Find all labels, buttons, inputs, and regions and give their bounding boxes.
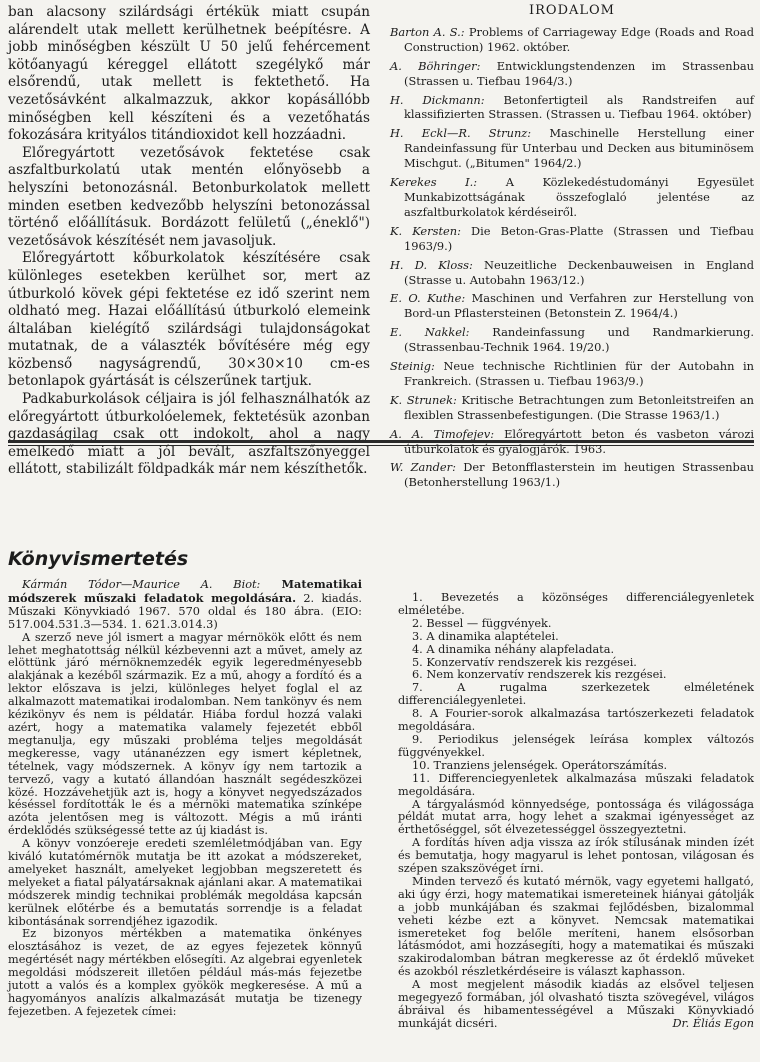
review-left-column [8, 578, 362, 1019]
review-paragraph: Ez bizonyos mértékben a matematika önkényes elosztásához is vezet, de az egyes fejezetek könnyű megértését nagy mértékben elősegíti. Az algebrai egyenletek megoldási módszereit illetően például más-más fejezetbe jutott a valós és a komplex gyökök megkeresése. A mű a hagyományos analízis alkalmazását mutatja be tizenegy fejezetben. A fejezetek címei: [8, 927, 362, 1018]
references-heading: IRODALOM [529, 3, 615, 18]
reviewer-signature: Dr. Éliás Egon [672, 1016, 754, 1030]
reference-text: Randeinfassung und Randmarkierung. (Strassenbau-Technik 1964. 19/20.) [404, 325, 755, 355]
review-paragraph: Minden tervező és kutató mérnök, vagy egyetemi hallgató, aki úgy érzi, hogy matematikai ismereteinek hiányai gátolják a jobb munkájában és szakmai fejlődésben, bizalommal veheti kézbe ezt a könyvet. Nemcsak matematikai ismereteket fog belőle meríteni, hanem elsősorban látásmódot, ami hozzásegíti, hogy a matematikai és műszaki szakirodalomban bátran megkeresse az őt érdeklő műveket és azokból részletkérdéseire is választ kaphasson. [398, 874, 754, 979]
reference-author: H. Dickmann: [390, 92, 485, 107]
review-paragraph [398, 979, 754, 1031]
reference-author: K. Kersten: [390, 223, 461, 238]
chapter-item: 4. A dinamika néhány alapfeladata. [412, 642, 615, 656]
reference-author: H. D. Kloss: [390, 257, 473, 272]
reference-item [390, 325, 754, 355]
reference-author: A. A. Timofejev: [390, 426, 495, 441]
book-title: Matematikai módszerek műszaki feladatok megoldására. [8, 577, 362, 605]
chapter-item: 8. A Fourier-sorok alkalmazása tartószerkezeti feladatok megoldására. [398, 707, 754, 734]
reference-text: Die Beton-Gras-Platte (Strassen und Tiefbau 1963/9.) [404, 223, 754, 253]
reference-author: Kerekes I.: [390, 175, 478, 190]
reference-author: E. Nakkel: [390, 325, 470, 340]
reference-text: Betonfertigteil als Randstreifen auf klassifizierten Strassen. (Strassen u. Tiefbau 1964. október) [404, 92, 754, 122]
reference-author: A. Böhringer: [390, 58, 481, 73]
reference-author: K. Strunek: [390, 392, 457, 407]
reference-item [390, 460, 754, 490]
review-right-column [398, 592, 754, 1031]
reference-text: Problems of Carriageway Edge (Roads and Road Construction) 1962. október. [404, 24, 754, 54]
reference-item [390, 25, 754, 55]
chapter-item: 2. Bessel — függvények. [412, 616, 552, 630]
references-column [390, 4, 754, 494]
chapter-item: 11. Differenciegyenletek alkalmazása műszaki feladatok megoldására. [398, 771, 754, 798]
reference-item [390, 126, 754, 171]
book-imprint: 2. kiadás. Műszaki Könyvkiadó 1967. 570 oldal és 180 ábra. (EIO: 517.004.531.3—534. 1. 621.3.014.3) [8, 591, 362, 631]
reference-text: Előregyártott beton és vasbeton vározi útburkolatok és gyalogjárók. 1963. [404, 426, 754, 456]
reference-item [390, 258, 754, 288]
reference-text: Der Betonfflasterstein im heutigen Strassenbau (Betonherstellung 1963/1.) [404, 460, 754, 490]
reference-item [390, 393, 754, 423]
chapter-item: 5. Konzervatív rendszerek kis rezgései. [412, 655, 637, 669]
chapter-item: 7. A rugalma szerkezetek elméletének differenciálegyenletei. [398, 681, 754, 708]
book-authors: Kármán Tódor—Maurice A. Biot: [22, 578, 261, 591]
reference-text: Maschinen und Verfahren zur Herstellung von Bord-un Pflastersteinen (Betonstein Z. 1964/4.) [404, 291, 754, 321]
top-left-column [8, 4, 370, 479]
section-divider [8, 440, 754, 443]
body-paragraph: Előregyártott vezetősávok fektetése csak aszfaltburkolatú utak mentén előnyösebb a helyszíni betonozásnál. Betonburkolatok mellett minden esetben kedvezőbb helyszíni betonozással történő előállításuk. Bordázott felületű („éneklő") vezetősávok készítését nem javasoljuk. [8, 144, 370, 249]
chapter-item: 9. Periodikus jelenségek leírása komplex változós függvényekkel. [398, 732, 754, 759]
reference-item [390, 291, 754, 321]
reference-author: W. Zander: [390, 460, 456, 475]
chapter-item: 10. Tranziens jelenségek. Operátorszámítás. [412, 758, 668, 772]
review-paragraph: A szerző neve jól ismert a magyar mérnökök előtt és nem lehet meghatottság nélkül kézbevenni azt a művet, amely az elöttünk járó mérnöknemzedék egyik legeredményesebb alakjának a kezéből származik. Ez a mű, ahogy a fordító és a lektor előszava is jelzi, különleges helyet foglal el az alkalmazott matematikai irodalomban. Nem tankönyv és nem kézikönyv és nem is példatár. Hiába fordul hozzá valaki azért, hogy a matematika valamely fejezetét ebből megtanulja, egy műszaki probléma teljes megoldását megkeresse, vagy utánanézzen egy ismert képletnek, tételnek, vagy módszernek. A könyv így nem tartozik a tervező, vagy a kutató állandóan használt segédeszközei közé. Hozzávehetjük azt is, hogy a könyvet negyedszázados késéssel fordították le és a mérnöki matematika színképe azóta jelentősen meg is változott. Mégis a mű iránti érdeklődés szükségessé tette az új kiadást is. [8, 630, 362, 838]
reference-text: A Közlekedéstudományi Egyesület Munkabizottságának összefoglaló jelentése az aszfaltburkolatok kérdéseiről. [404, 175, 754, 219]
book-citation [8, 578, 362, 632]
reference-text: Neue technische Richtlinien für der Autobahn in Frankreich. (Strassen u. Tiefbau 1963/9.) [404, 359, 754, 388]
reference-text: Entwicklungstendenzen im Strassenbau (Strassen u. Tiefbau 1964/3.) [404, 58, 754, 88]
chapter-item: 1. Bevezetés a közönséges differenciálegyenletek elméletébe. [398, 591, 754, 617]
review-paragraph: A fordítás híven adja vissza az írók stílusának minden ízét és bemutatja, hogy magyarul is lehet pontosan, világosan és szépen szakszövéget írni. [398, 836, 754, 876]
body-paragraph: Előregyártott kőburkolatok készítésére csak különleges esetekben kerülhet sor, mert az útburkoló kövek gépi fektetése ez idő szerint nem oldható meg. Hazai előállítású útburkoló elemeink általában kielégítő szilárdsági tulajdonságokat mutatnak, de a választék bővítésére még egy közbenső nagyságrendű, 30×30×10 cm-es betonlapok gyártását is célszerűnek tartjuk. [8, 250, 370, 390]
chapter-item: 3. A dinamika alaptételei. [412, 629, 559, 643]
reference-author: H. Eckl—R. Strunz: [390, 126, 532, 141]
chapter-list [398, 592, 754, 799]
reference-text: Neuzeitliche Deckenbauweisen in England (Strasse u. Autobahn 1963/12.) [404, 257, 754, 287]
reference-item [390, 359, 754, 389]
review-paragraph: A tárgyalásmód könnyedsége, pontossága és világossága példát mutat arra, hogy lehet a szakmai igényességet az érthetőséggel, sőt élvezetességgel összegyeztetni. [398, 797, 754, 837]
body-paragraph: Padkaburkolások céljaira is jól felhasználhatók az előregyártott útburkolóelemek, fektetésük azonban gazdaságilag csak ott indokolt, ahol a nagy emelkedő miatt a jól bevált, aszfaltszőnyeggel ellátott, stabilizált földpadkák már nem készíthetők. [8, 391, 370, 478]
reference-author: Barton A. S.: [390, 24, 465, 39]
review-paragraph-text: A most megjelent második kiadás az elsővel teljesen megegyező formában, jól olvasható tiszta szövegével, világos ábráival és hibamentességével a Műszaki Könyvkiadó munkáját dicséri. [398, 978, 754, 1030]
review-paragraph: A könyv vonzóereje eredeti szemléletmódjában van. Egy kiváló kutatómérnök mutatja be itt azokat a módszereket, amelyeket használt, amelyeket legjobban megszeretett és melyeket a fiatal pályatársaknak ajánlani akar. A matematikai módszerek mindig technikai problémák megoldása kapcsán kerülnek előtérbe és a bemutatás sorrendje is a feladat kibontásának sorrendjéhez igazodik. [8, 837, 362, 928]
reference-author: E. O. Kuthe: [390, 291, 466, 306]
reference-text: Kritische Betrachtungen zum Betonleitstreifen an flexiblen Strassenbefestigungen. (Die Strasse 1963/1.) [404, 392, 754, 422]
reference-item [390, 93, 754, 123]
section-title: Könyvismertetés [8, 548, 189, 570]
reference-item [390, 59, 754, 89]
reference-text: Maschinelle Herstellung einer Randeinfassung für Unterbau und Decken aus bituminösem Mischgut. („Bitumen" 1964/2.) [404, 126, 754, 171]
reference-author: Steinig: [390, 359, 435, 374]
body-paragraph: ban alacsony szilárdsági értékük miatt csupán alárendelt utak mellett kerülhetnek beépítésre. A jobb minőségben készült U 50 jelű fehércement kötőanyagú kéreggel ellátott szegélykő már elsőrendű, utak mellett is fektethető. Ha vezetősávként alkalmazzuk, akkor kopásállóbb minőségben kell készíteni és a vezetőhatás fokozására krityálos titándioxidot kell hozzáadni. [8, 4, 370, 144]
reference-item [390, 175, 754, 220]
reference-item [390, 224, 754, 254]
section-divider-thin [8, 445, 754, 446]
chapter-item: 6. Nem konzervatív rendszerek kis rezgései. [412, 668, 667, 682]
